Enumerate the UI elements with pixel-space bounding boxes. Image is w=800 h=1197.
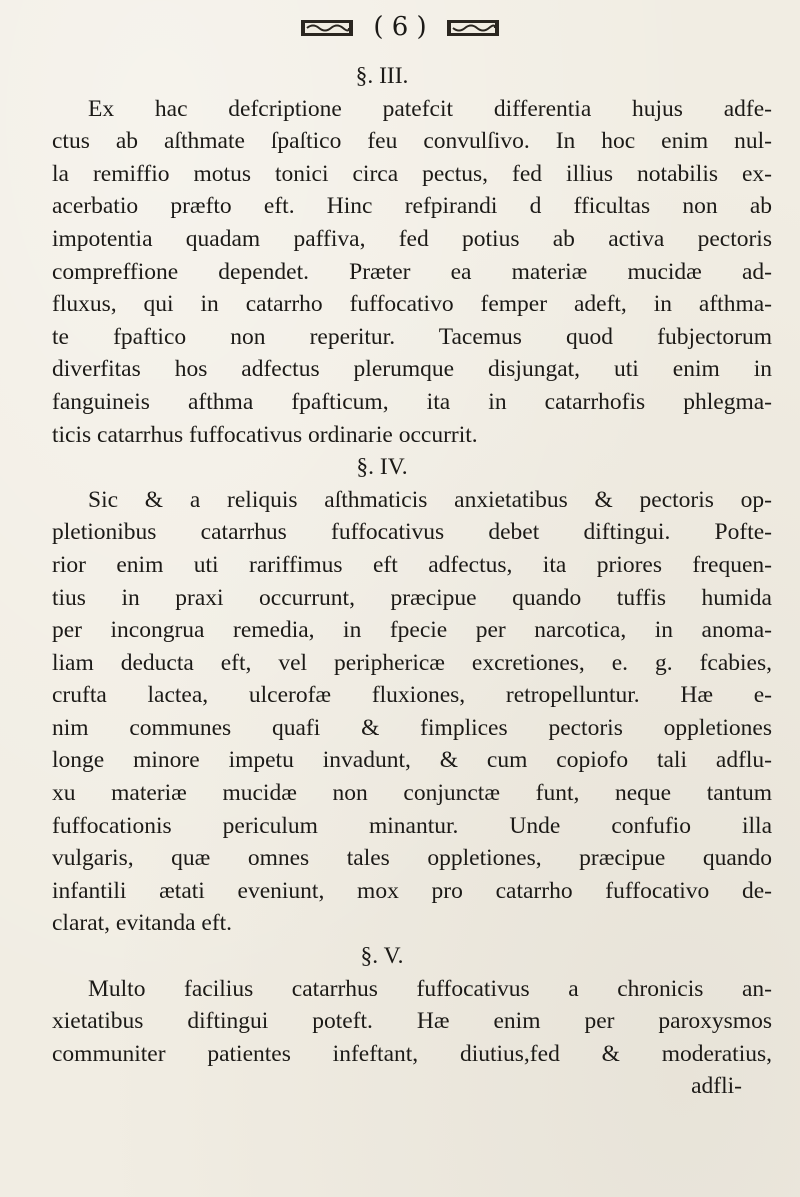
section-heading-5: §. V. — [360, 943, 404, 970]
text-line: ctus ab aſthmate ſpaſtico feu convulſivo. In hoc enim nul- — [52, 128, 772, 155]
text-line: fanguineis afthma fpafticum, ita in catarrhofis phlegma- — [52, 388, 772, 415]
page-header — [0, 10, 800, 44]
ornament-left-icon — [299, 17, 355, 39]
text-line: xu materiæ mucidæ non conjunctæ funt, neque tantum — [52, 780, 772, 807]
text-line: infantili ætati eveniunt, mox pro catarrho fuffocativo de- — [52, 877, 772, 904]
section-heading-4: §. IV. — [356, 454, 408, 481]
text-line: communiter patientes infeftant, diutius,fed & moderatius, — [52, 1040, 772, 1067]
text-line: fluxus, qui in catarrho fuffocativo femper adeft, in afthma- — [52, 291, 772, 318]
section-heading-3: §. III. — [355, 63, 409, 89]
text-line: diverfitas hos adfectus plerumque disjungat, uti enim in — [52, 356, 772, 383]
text-line: vulgaris, quæ omnes tales oppletiones, præcipue quando — [52, 845, 772, 872]
text-line: Multo facilius catarrhus fuffocativus a chronicis an- — [88, 975, 772, 1002]
text-line: Ex hac defcriptione patefcit differentia hujus adfe- — [88, 95, 772, 122]
text-line: nim communes quafi & fimplices pectoris oppletiones — [52, 714, 772, 741]
text-line: liam deducta eft, vel periphericæ excretiones, e. g. fcabies, — [52, 649, 772, 676]
text-line: xietatibus diftingui poteft. Hæ enim per paroxysmos — [52, 1008, 772, 1035]
body-text — [52, 60, 772, 1103]
text-line: longe minore impetu invadunt, & cum copiofo tali adflu- — [52, 747, 772, 774]
page-number: ( 6 ) — [373, 12, 427, 42]
ornament-right-icon — [445, 17, 501, 39]
text-line: clarat, evitanda eft. — [52, 910, 233, 937]
text-line: compreffione dependet. Præter ea materiæ mucidæ ad- — [52, 258, 772, 285]
text-line: Sic & a reliquis aſthmaticis anxietatibus & pectoris op- — [88, 486, 772, 513]
text-line: ticis catarrhus fuffocativus ordinarie occurrit. — [52, 421, 478, 448]
text-line: pletionibus catarrhus fuffocativus debet diftingui. Pofte- — [52, 519, 772, 546]
text-line: impotentia quadam paffiva, fed potius ab activa pectoris — [52, 225, 772, 252]
text-line: crufta lactea, ulcerofæ fluxiones, retropelluntur. Hæ e- — [52, 682, 772, 709]
text-line: tius in praxi occurrunt, præcipue quando tuffis humida — [52, 584, 772, 611]
text-line: la remiffio motus tonici circa pectus, fed illius notabilis ex- — [52, 160, 772, 187]
text-line: fuffocationis periculum minantur. Unde confufio illa — [52, 812, 772, 839]
text-line: te fpaftico non reperitur. Tacemus quod fubjectorum — [52, 323, 772, 350]
text-line: rior enim uti rariffimus eft adfectus, ita priores frequen- — [52, 551, 772, 578]
catchword: adfli- — [691, 1073, 742, 1100]
text-line: per incongrua remedia, in fpecie per narcotica, in anoma- — [52, 617, 772, 644]
text-line: acerbatio præfto eft. Hinc refpirandi d fficultas non ab — [52, 193, 772, 220]
